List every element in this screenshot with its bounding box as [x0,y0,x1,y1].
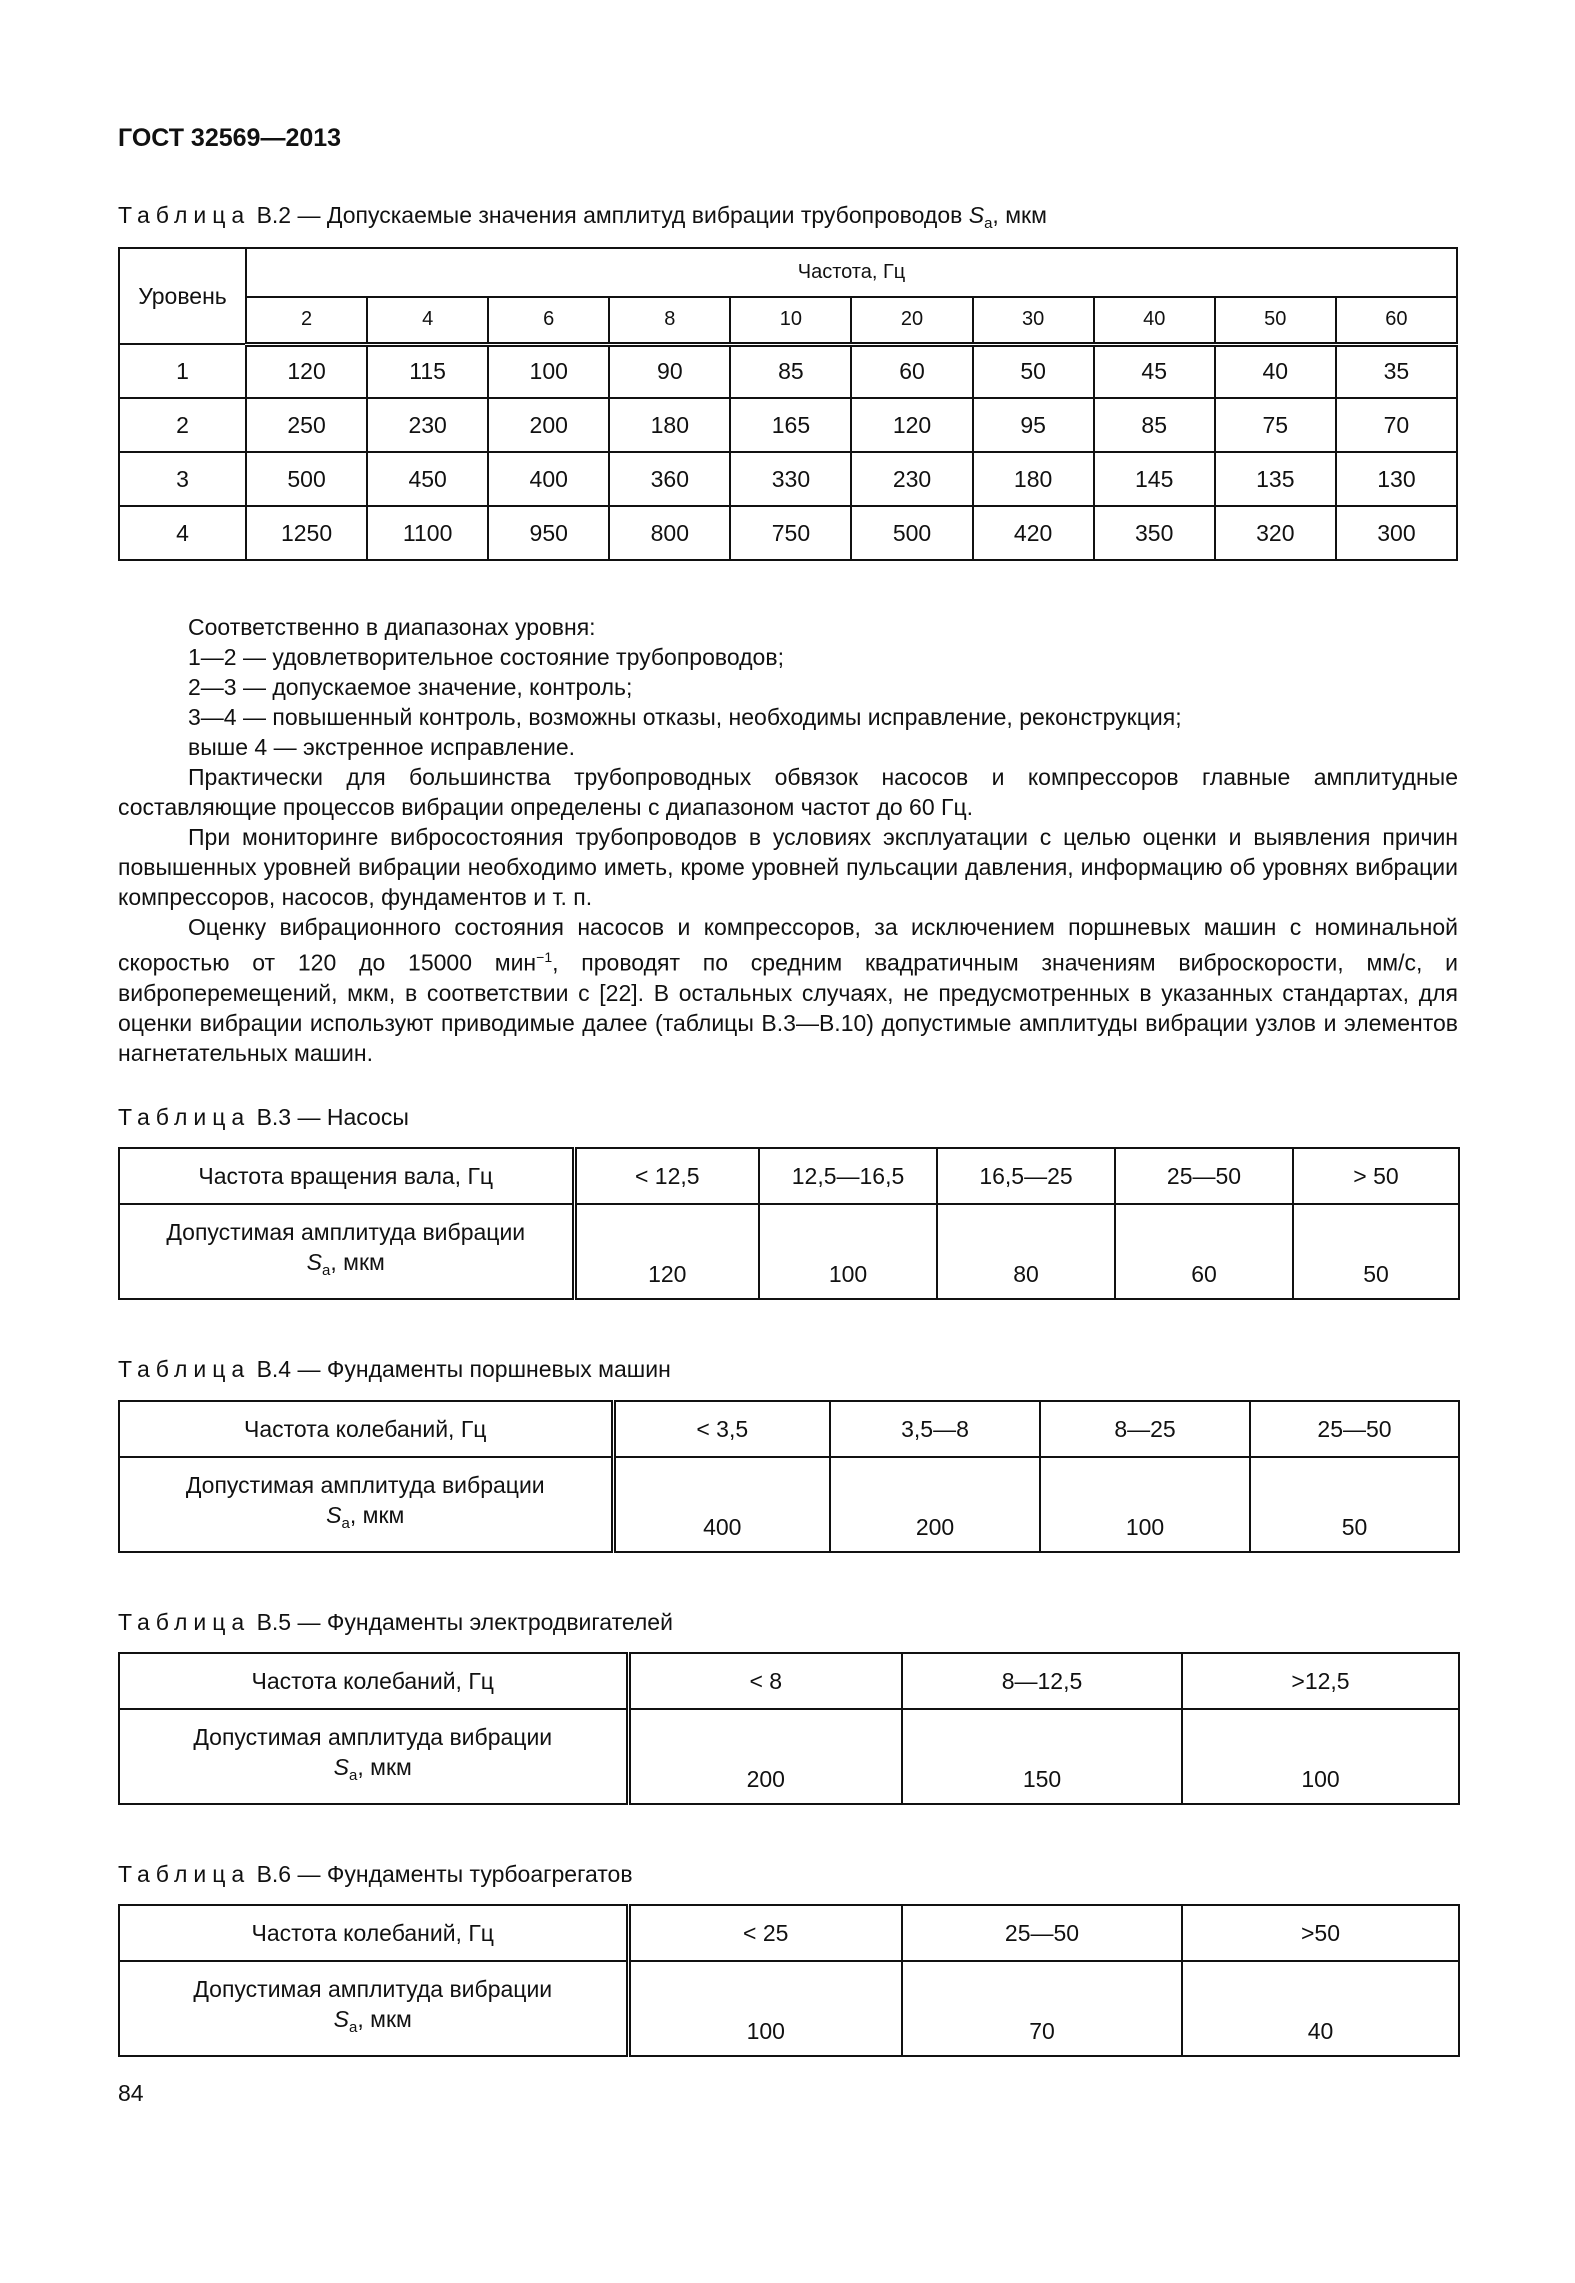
frequency-cell: 30 [973,297,1094,344]
range-cell: 25—50 [1115,1148,1293,1204]
value-cell: 1100 [367,506,488,560]
document-title: ГОСТ 32569—2013 [118,124,342,152]
range-cell: >12,5 [1182,1653,1459,1709]
value-cell: 950 [488,506,609,560]
unit: , мкм [357,2006,412,2032]
value-cell: 230 [851,452,972,506]
paragraph-intro: Соответственно в диапазонах уровня: [188,614,596,640]
range-cell: 25—50 [902,1905,1182,1961]
value-cell: 100 [628,1961,902,2056]
symbol: S [333,1754,350,1780]
label-text: Допустимая амплитуда вибрации [185,1472,545,1498]
row-label [119,1204,574,1299]
paragraph: Практически для большинства трубопроводных обвязок насосов и компрессоров главные амплитудные составляющие процессов вибрации определены с диапазоном частот до 60 Гц. [118,764,1458,820]
table-b3-caption [118,1104,409,1131]
frequency-cell: 60 [1336,297,1457,344]
frequency-cell: 6 [488,297,609,344]
paragraph: Оценку вибрационного состояния насосов и компрессоров, за исключением поршневых машин с номинальной скоростью от 120 до 15000 мин$^{-1}$, проводят по средним квадратичным значениям виброскорости, мм/с, и виброперемещений, мкм, в соответствии с [22]. В остальных случаях, не предусмотренных в указанных стандартах, для оценки вибрации используют приводимые далее (таблицы В.3—В.10) допустимые амплитуды вибрации узлов и элементов нагнетательных машин. [118,914,1459,1066]
value-cell: 120 [246,344,367,398]
value-cell: 330 [730,452,851,506]
value-cell: 70 [902,1961,1182,2056]
subscript: a [341,1515,350,1532]
value-cell: 450 [367,452,488,506]
value-cell: 80 [937,1204,1115,1299]
value-cell: 75 [1215,398,1336,452]
value-cell: 50 [973,344,1094,398]
range-cell: 16,5—25 [937,1148,1115,1204]
value-cell: 40 [1182,1961,1459,2056]
range-cell: < 8 [628,1653,902,1709]
table-b4 [118,1400,1460,1553]
label-text: Допустимая амплитуда вибрации [166,1219,526,1245]
table-b2-caption: Таблица В.2 — Допускаемые значения амплитуд вибрации трубопроводов $S_a$, мкм [118,202,1047,232]
level-cell: 3 [119,452,246,506]
value-cell: 500 [246,452,367,506]
caption-prefix: Таблица [118,1609,251,1635]
frequency-header: Частота, Гц [246,248,1457,297]
value-cell: 300 [1336,506,1457,560]
caption-text: В.5 — Фундаменты электродвигателей [250,1609,673,1635]
value-cell: 400 [488,452,609,506]
value-cell: 130 [1336,452,1457,506]
value-cell: 120 [851,398,972,452]
value-cell: 750 [730,506,851,560]
range-row [119,1401,1459,1457]
unit: , мкм [357,1754,412,1780]
unit: , мкм [349,1502,405,1528]
value-cell: 420 [973,506,1094,560]
row-label: Частота колебаний, Гц [119,1401,613,1457]
value-cell: 135 [1215,452,1336,506]
table-b3 [118,1147,1460,1300]
caption-text: В.3 — Насосы [250,1104,409,1130]
list-item: выше 4 — экстренное исправление. [188,734,576,760]
label-text: Допустимая амплитуда вибрации [193,1724,553,1750]
table-row [119,398,1457,452]
range-row [119,1148,1459,1204]
value-cell: 100 [759,1204,937,1299]
caption-prefix: Таблица [118,1356,251,1382]
table-row [119,452,1457,506]
body-text [118,612,1458,1068]
row-label: Частота вращения вала, Гц [119,1148,574,1204]
range-cell: > 50 [1293,1148,1459,1204]
value-cell: 60 [851,344,972,398]
value-cell: 250 [246,398,367,452]
value-cell: 85 [1094,398,1215,452]
range-cell: < 3,5 [613,1401,830,1457]
value-cell: 100 [1040,1457,1250,1552]
range-row [119,1905,1459,1961]
caption-prefix: Таблица [118,1104,251,1130]
table-b6-caption [118,1861,633,1888]
frequency-row [119,297,1457,344]
table-b5 [118,1652,1460,1805]
frequency-cell: 8 [609,297,730,344]
row-label [119,1961,628,2056]
frequency-cell: 4 [367,297,488,344]
value-cell: 400 [613,1457,830,1552]
row-label: Частота колебаний, Гц [119,1653,628,1709]
value-cell: 165 [730,398,851,452]
value-cell: 200 [488,398,609,452]
level-header: Уровень [119,248,246,344]
caption-text: В.6 — Фундаменты турбоагрегатов [250,1861,633,1887]
value-cell: 200 [830,1457,1040,1552]
range-cell: 12,5—16,5 [759,1148,937,1204]
value-cell: 85 [730,344,851,398]
symbol: S [333,2006,350,2032]
list-item: 2—3 — допускаемое значение, контроль; [188,674,633,700]
unit: , мкм [330,1249,385,1275]
value-cell: 100 [1182,1709,1459,1804]
value-cell: 230 [367,398,488,452]
amplitude-row [119,1457,1459,1552]
caption-text: В.4 — Фундаменты поршневых машин [250,1356,671,1382]
level-cell: 2 [119,398,246,452]
value-cell: 800 [609,506,730,560]
range-cell: >50 [1182,1905,1459,1961]
row-label: Частота колебаний, Гц [119,1905,628,1961]
header-row [119,248,1457,297]
table-b2 [118,247,1458,561]
range-cell: < 12,5 [574,1148,759,1204]
value-cell: 360 [609,452,730,506]
value-cell: 50 [1293,1204,1459,1299]
amplitude-row [119,1204,1459,1299]
label-text: Допустимая амплитуда вибрации [193,1976,553,2002]
level-cell: 4 [119,506,246,560]
row-label [119,1709,628,1804]
value-cell: 120 [574,1204,759,1299]
value-cell: 100 [488,344,609,398]
subscript: a [349,2019,358,2036]
value-cell: 90 [609,344,730,398]
table-b4-caption [118,1356,671,1383]
table-b6 [118,1904,1460,2057]
value-cell: 35 [1336,344,1457,398]
frequency-cell: 40 [1094,297,1215,344]
list-item: 3—4 — повышенный контроль, возможны отказы, необходимы исправление, реконструкция; [188,704,1182,730]
paragraph: При мониторинге вибросостояния трубопроводов в условиях эксплуатации с целью оценки и выявления причин повышенных уровней вибрации необходимо иметь, кроме уровней пульсации давления, информацию об уровнях вибрации компрессоров, насосов, фундаментов и т. п. [118,824,1458,910]
value-cell: 70 [1336,398,1457,452]
table-row [119,344,1457,398]
table-b5-caption [118,1609,673,1636]
value-cell: 200 [628,1709,902,1804]
symbol: S [306,1249,323,1275]
value-cell: 40 [1215,344,1336,398]
value-cell: 500 [851,506,972,560]
value-cell: 45 [1094,344,1215,398]
value-cell: 95 [973,398,1094,452]
level-cell: 1 [119,344,246,398]
frequency-cell: 10 [730,297,851,344]
subscript: a [322,1262,331,1279]
page-number: 84 [118,2080,144,2106]
subscript: a [349,1767,358,1784]
amplitude-row [119,1709,1459,1804]
value-cell: 150 [902,1709,1182,1804]
table-row [119,506,1457,560]
range-cell: < 25 [628,1905,902,1961]
symbol: S [326,1502,342,1528]
value-cell: 60 [1115,1204,1293,1299]
value-cell: 1250 [246,506,367,560]
row-label [119,1457,613,1552]
caption-prefix: Таблица [118,1861,251,1887]
frequency-cell: 2 [246,297,367,344]
value-cell: 115 [367,344,488,398]
value-cell: 50 [1250,1457,1459,1552]
frequency-cell: 20 [851,297,972,344]
range-cell: 3,5—8 [830,1401,1040,1457]
value-cell: 145 [1094,452,1215,506]
frequency-cell: 50 [1215,297,1336,344]
range-cell: 8—25 [1040,1401,1250,1457]
amplitude-row [119,1961,1459,2056]
value-cell: 180 [609,398,730,452]
value-cell: 180 [973,452,1094,506]
range-cell: 25—50 [1250,1401,1459,1457]
list-item: 1—2 — удовлетворительное состояние трубопроводов; [188,644,784,670]
value-cell: 350 [1094,506,1215,560]
range-cell: 8—12,5 [902,1653,1182,1709]
range-row [119,1653,1459,1709]
value-cell: 320 [1215,506,1336,560]
